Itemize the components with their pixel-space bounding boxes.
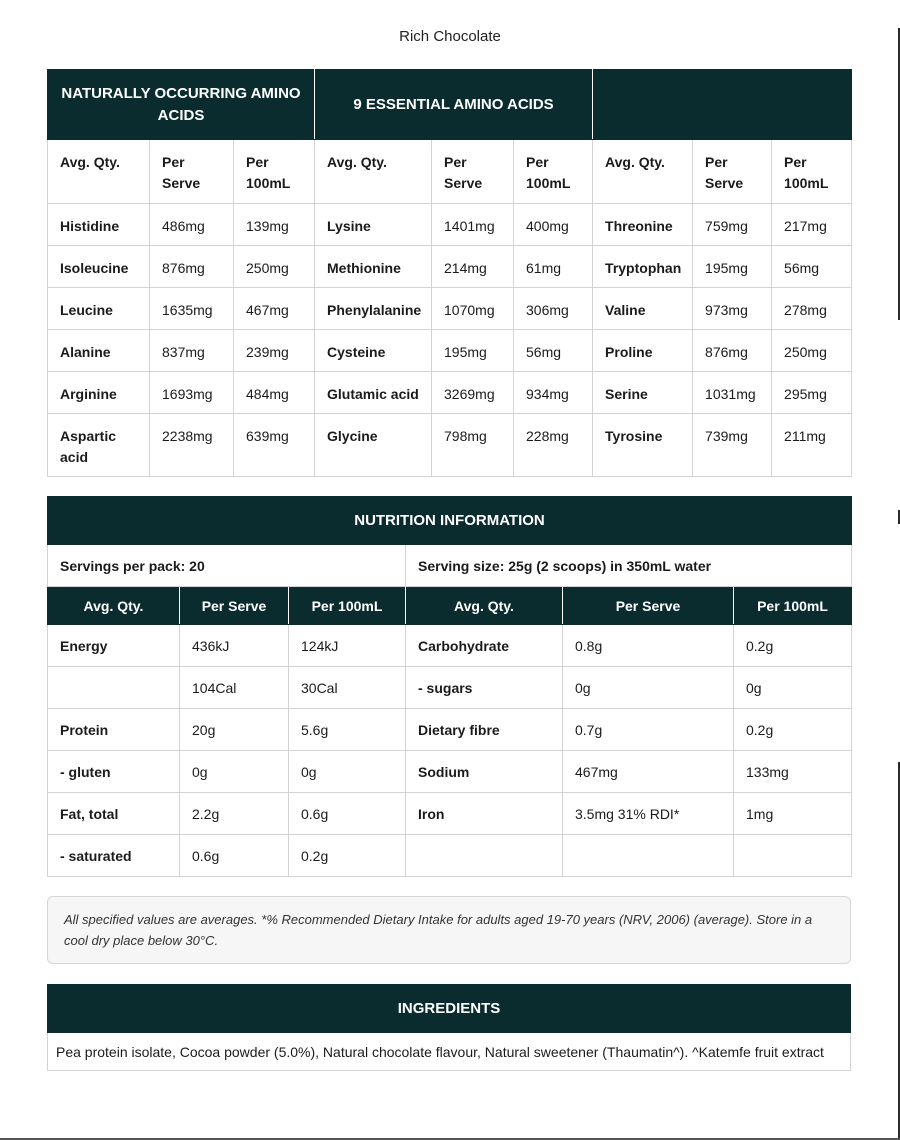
nutrient-per-serve: 0.7g	[563, 709, 734, 751]
column-header-avg-qty: Avg. Qty.	[315, 140, 432, 204]
amino-acid-name: Serine	[593, 372, 693, 414]
amino-per-100ml: 250mg	[234, 246, 315, 288]
nutrition-information-table	[47, 496, 852, 877]
amino-per-100ml: 484mg	[234, 372, 315, 414]
nutrient-name: Sodium	[406, 751, 563, 793]
amino-per-100ml: 239mg	[234, 330, 315, 372]
nutrient-name: Fat, total	[48, 793, 180, 835]
amino-per-serve: 1401mg	[432, 204, 514, 246]
amino-acid-name: Glutamic acid	[315, 372, 432, 414]
column-header-avg-qty: Avg. Qty.	[48, 140, 150, 204]
nutrient-per-100ml: 0.2g	[289, 835, 406, 877]
amino-row	[48, 330, 852, 372]
storage-note: All specified values are averages. *% Recommended Dietary Intake for adults aged 19-70 years (NRV, 2006) (average). Store in a cool dry place below 30°C.	[47, 896, 851, 964]
amino-per-serve: 798mg	[432, 414, 514, 477]
amino-per-100ml: 61mg	[514, 246, 593, 288]
amino-per-100ml: 934mg	[514, 372, 593, 414]
nutrient-per-serve	[563, 835, 734, 877]
amino-per-100ml: 400mg	[514, 204, 593, 246]
nutrient-name	[406, 835, 563, 877]
amino-per-serve: 876mg	[693, 330, 772, 372]
column-header-per-100ml: Per 100mL	[734, 587, 852, 625]
nutrient-per-100ml: 0.2g	[734, 709, 852, 751]
nutrient-per-100ml: 0g	[289, 751, 406, 793]
amino-row	[48, 288, 852, 330]
nutrient-per-100ml: 0.2g	[734, 625, 852, 667]
nutrition-column-header-row	[48, 587, 852, 625]
amino-row	[48, 204, 852, 246]
nutrition-row	[48, 667, 852, 709]
amino-column-header-row	[48, 140, 852, 204]
nutrient-per-serve: 0g	[563, 667, 734, 709]
amino-row	[48, 414, 852, 477]
column-header-per-serve: Per Serve	[432, 140, 514, 204]
amino-group-blank	[593, 70, 852, 140]
nutrient-name: - saturated	[48, 835, 180, 877]
nutrient-per-100ml: 30Cal	[289, 667, 406, 709]
nutrient-per-serve: 3.5mg 31% RDI*	[563, 793, 734, 835]
nutrient-per-serve: 20g	[180, 709, 289, 751]
amino-per-100ml: 278mg	[772, 288, 852, 330]
amino-per-100ml: 228mg	[514, 414, 593, 477]
amino-per-serve: 195mg	[693, 246, 772, 288]
nutrient-name: - gluten	[48, 751, 180, 793]
nutrient-per-100ml: 0g	[734, 667, 852, 709]
amino-per-serve: 973mg	[693, 288, 772, 330]
nutrition-title: NUTRITION INFORMATION	[48, 497, 852, 545]
amino-group-essential: 9 ESSENTIAL AMINO ACIDS	[315, 70, 593, 140]
amino-per-serve: 876mg	[150, 246, 234, 288]
nutrient-per-serve: 2.2g	[180, 793, 289, 835]
nutrient-per-100ml	[734, 835, 852, 877]
amino-acid-name: Proline	[593, 330, 693, 372]
column-header-per-serve: Per Serve	[180, 587, 289, 625]
nutrient-name: Protein	[48, 709, 180, 751]
amino-per-serve: 759mg	[693, 204, 772, 246]
nutrient-name: Dietary fibre	[406, 709, 563, 751]
amino-per-100ml: 56mg	[772, 246, 852, 288]
amino-row	[48, 246, 852, 288]
amino-per-serve: 1635mg	[150, 288, 234, 330]
nutrition-row	[48, 751, 852, 793]
amino-acid-name: Alanine	[48, 330, 150, 372]
ingredients-row	[48, 1033, 851, 1071]
amino-per-100ml: 250mg	[772, 330, 852, 372]
amino-acid-name: Cysteine	[315, 330, 432, 372]
ingredients-title: INGREDIENTS	[48, 985, 851, 1033]
column-header-per-serve: Per Serve	[150, 140, 234, 204]
column-header-avg-qty: Avg. Qty.	[406, 587, 563, 625]
amino-group-naturally-occurring: NATURALLY OCCURRING AMINO ACIDS	[48, 70, 315, 140]
amino-per-100ml: 139mg	[234, 204, 315, 246]
nutrition-row	[48, 625, 852, 667]
amino-acid-name: Methionine	[315, 246, 432, 288]
amino-per-100ml: 639mg	[234, 414, 315, 477]
nutrient-per-100ml: 124kJ	[289, 625, 406, 667]
column-header-per-100ml: Per 100mL	[772, 140, 852, 204]
nutrient-name: Iron	[406, 793, 563, 835]
amino-per-serve: 739mg	[693, 414, 772, 477]
amino-per-100ml: 467mg	[234, 288, 315, 330]
nutrient-name: - sugars	[406, 667, 563, 709]
amino-per-100ml: 295mg	[772, 372, 852, 414]
column-header-per-100ml: Per 100mL	[234, 140, 315, 204]
amino-acid-table	[47, 69, 852, 477]
amino-per-serve: 3269mg	[432, 372, 514, 414]
nutrient-per-100ml: 0.6g	[289, 793, 406, 835]
amino-per-serve: 486mg	[150, 204, 234, 246]
amino-acid-name: Aspartic acid	[48, 414, 150, 477]
amino-per-serve: 1070mg	[432, 288, 514, 330]
nutrition-row	[48, 793, 852, 835]
amino-acid-name: Tyrosine	[593, 414, 693, 477]
nutrient-name: Energy	[48, 625, 180, 667]
amino-acid-name: Glycine	[315, 414, 432, 477]
nutrition-row	[48, 709, 852, 751]
amino-acid-name: Isoleucine	[48, 246, 150, 288]
nutrient-per-100ml: 1mg	[734, 793, 852, 835]
ingredients-text: Pea protein isolate, Cocoa powder (5.0%), Natural chocolate flavour, Natural sweetener (Thaumatin^). ^Katemfe fruit extract	[48, 1033, 851, 1071]
amino-per-serve: 1693mg	[150, 372, 234, 414]
column-header-per-100ml: Per 100mL	[289, 587, 406, 625]
nutrient-name	[48, 667, 180, 709]
nutrition-title-row	[48, 497, 852, 545]
column-header-per-serve: Per Serve	[563, 587, 734, 625]
amino-per-serve: 2238mg	[150, 414, 234, 477]
amino-group-header-row	[48, 70, 852, 140]
servings-per-pack: Servings per pack: 20	[48, 545, 406, 587]
amino-per-serve: 195mg	[432, 330, 514, 372]
nutrient-per-serve: 0.6g	[180, 835, 289, 877]
nutrient-per-serve: 104Cal	[180, 667, 289, 709]
amino-acid-name: Phenylalanine	[315, 288, 432, 330]
amino-acid-name: Arginine	[48, 372, 150, 414]
nutrient-per-serve: 436kJ	[180, 625, 289, 667]
amino-per-100ml: 211mg	[772, 414, 852, 477]
amino-per-serve: 1031mg	[693, 372, 772, 414]
ingredients-title-row	[48, 985, 851, 1033]
serving-size: Serving size: 25g (2 scoops) in 350mL water	[406, 545, 852, 587]
nutrient-per-serve: 467mg	[563, 751, 734, 793]
column-header-avg-qty: Avg. Qty.	[48, 587, 180, 625]
nutrition-row	[48, 835, 852, 877]
amino-per-100ml: 306mg	[514, 288, 593, 330]
nutrient-name: Carbohydrate	[406, 625, 563, 667]
nutrient-per-100ml: 133mg	[734, 751, 852, 793]
amino-per-100ml: 217mg	[772, 204, 852, 246]
amino-acid-name: Leucine	[48, 288, 150, 330]
column-header-per-serve: Per Serve	[693, 140, 772, 204]
amino-acid-name: Tryptophan	[593, 246, 693, 288]
amino-acid-name: Histidine	[48, 204, 150, 246]
amino-per-serve: 214mg	[432, 246, 514, 288]
nutrient-per-serve: 0g	[180, 751, 289, 793]
ingredients-table	[47, 984, 851, 1071]
amino-per-serve: 837mg	[150, 330, 234, 372]
amino-per-100ml: 56mg	[514, 330, 593, 372]
serving-info-row	[48, 545, 852, 587]
flavour-title: Rich Chocolate	[399, 28, 501, 45]
amino-acid-name: Threonine	[593, 204, 693, 246]
column-header-avg-qty: Avg. Qty.	[593, 140, 693, 204]
nutrient-per-100ml: 5.6g	[289, 709, 406, 751]
column-header-per-100ml: Per 100mL	[514, 140, 593, 204]
nutrient-per-serve: 0.8g	[563, 625, 734, 667]
amino-row	[48, 372, 852, 414]
amino-acid-name: Lysine	[315, 204, 432, 246]
amino-acid-name: Valine	[593, 288, 693, 330]
